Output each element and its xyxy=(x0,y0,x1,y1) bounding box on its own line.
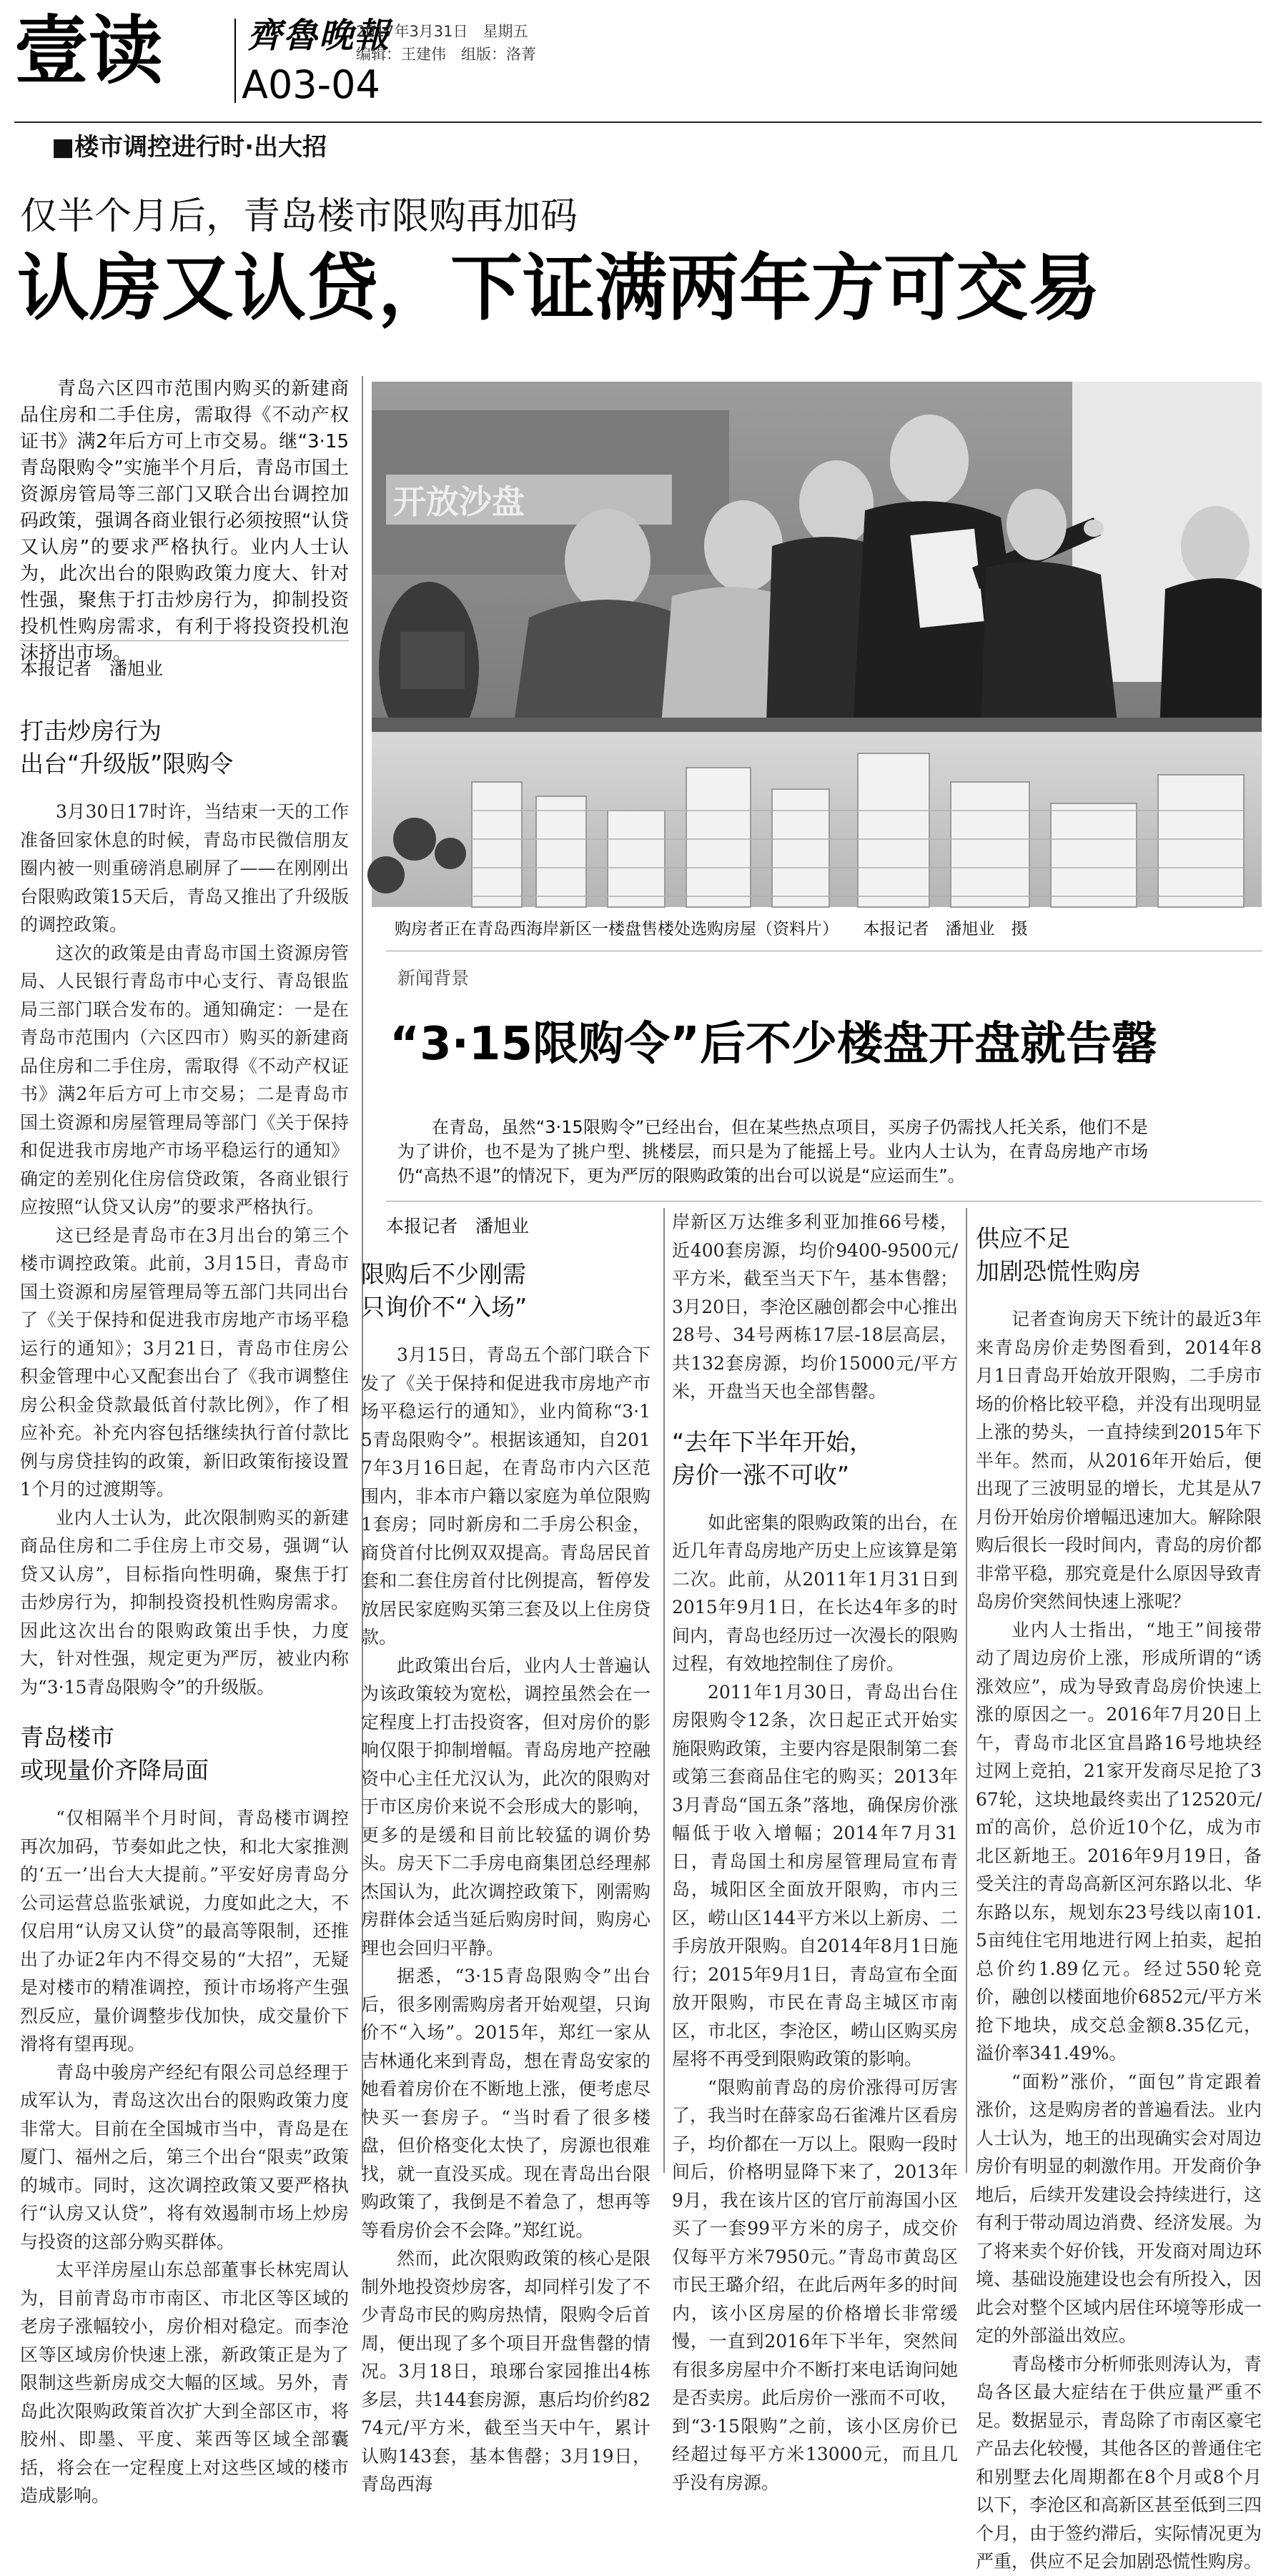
article-column-3 xyxy=(672,1208,959,2493)
left-paragraph: 这次的政策是由青岛市国土资源房管局、人民银行青岛市中心支行、青岛银监局三部门联合发布的。通知确定：一是在青岛市范围内（六区四市）购买的新建商品住房和二手住房，需取得《不动产权证书》满2年后方可上市交易；二是青岛市国土资源和房屋管理局等部门《关于保持和促进我市房地产市场平稳运行的通知》确定的差别化住房信贷政策，各商业银行应按照“认贷又认房”的要求严格执行。 xyxy=(20,942,349,1217)
headline-kicker: 仅半个月后，青岛楼市限购再加码 xyxy=(20,195,578,238)
section-title: 壹读 xyxy=(14,7,164,94)
issue-date: 2017年3月31日 星期五 xyxy=(356,23,528,40)
news-photo xyxy=(372,382,1262,907)
col3-paragraph: “限购前青岛的房价涨得可厉害了，我当时在薛家岛石雀滩片区看房子，均价都在一万以上。限购一段时间后，价格明显降下来了，2013年9月，我在该片区的官厅前海国小区买了一套99平方米的房子，成交价仅每平方米7950元。”青岛市黄岛区市民王璐介绍，在此后两年多的时间内，该小区房屋的价格增长非常缓慢，一直到2016年下半年，突然间有很多房屋中介不断打来电话询问她是否卖房。此后房价一涨而不可收，到“3·15限购”之前，该小区房价已经超过每平方米13000元，而且几乎没有房源。 xyxy=(672,2076,959,2493)
left-subhead-1: 打击炒房行为 出台“升级版”限购令 xyxy=(20,717,234,778)
col3-paragraph: 2011年1月30日，青岛出台住房限购令12条，次日起正式开始实施限购政策，主要内容是限制第二套或第三套商品住宅的购买；2013年3月青岛“国五条”落地，确保房价涨幅低于收入增幅；2014年7月31日，青岛国土和房屋管理局宣布青岛，城阳区全面放开限购，市内三区，崂山区144平方米以上新房、二手房放开限购。自2014年8月1日施行；2015年9月1日，青岛宣布全面放开限购，市民在青岛主城区市南区，市北区，李沧区，崂山区购买房屋将不再受到限购政策的影响。 xyxy=(672,1681,959,2069)
headline-main: 认房又认贷，下证满两年方可交易 xyxy=(17,246,1101,330)
photo-caption: 购房者正在青岛西海岸新区一楼盘售楼处选购房屋（资料片） 本报记者 潘旭业 摄 xyxy=(395,920,1028,938)
article-column-4 xyxy=(976,1222,1262,2572)
brand-logo: 齊魯晚報 xyxy=(247,16,391,56)
sidebar-byline: 本报记者 潘旭业 xyxy=(386,1216,530,1237)
col2-paragraph: 据悉，“3·15青岛限购令”出台后，很多刚需购房者开始观望，只询价不“入场”。2015年，郑红一家从吉林通化来到青岛，想在青岛安家的她看着房价在不断地上涨，便考虑尽快买一套房子。“当时看了很多楼盘，但价格变化太快了，房源也很难找，就一直没买成。现在青岛出台限购政策了，我倒是不着急了，想再等等看房价会不会降。”郑红说。 xyxy=(361,1966,651,2241)
lead-paragraph xyxy=(20,376,349,667)
left-paragraph: 3月30日17时许，当结束一天的工作准备回家休息的时候，青岛市民微信朋友圈内被一则重磅消息刷屏了——在刚刚出台限购政策15天后，青岛又推出了升级版的调控政策。 xyxy=(20,801,349,935)
column-divider xyxy=(663,1208,665,2173)
photo-illustration xyxy=(372,382,1262,907)
col2-subhead: 限购后不少刚需 只询价不“入场” xyxy=(361,1260,528,1321)
left-paragraph: “仅相隔半个月时间，青岛楼市调控再次加码，节奏如此之快，和北大家推测的‘五一’出台大大提前。”平安好房青岛分公司运营总监张斌说，力度如此之大，不仅启用“认房又认贷”的最高等限制，还推出了办证2年内不得交易的“大招”，无疑是对楼市的精准调控，预计市场将产生强烈反应，量价调整步伐加快，成交量价下滑将有望再现。 xyxy=(20,1808,349,2054)
sidebar-intro xyxy=(397,1115,1148,1188)
lead-byline: 本报记者 潘旭业 xyxy=(20,658,164,679)
left-paragraph: 太平洋房屋山东总部董事长林宪周认为，目前青岛市市南区、市北区等区域的老房子涨幅较小，房价相对稳定。而李沧区等区域房价快速上涨，新政策正是为了限制这些新房成交大幅的区域。另外，青岛此次限购政策首次扩大到全部区市，将胶州、即墨、平度、莱西等区域全部囊括，将会在一定程度上对这些区域的楼市造成影响。 xyxy=(20,2259,349,2506)
col4-paragraph: 业内人士指出，“地王”间接带动了周边房价上涨，形成所谓的“诱涨效应”，成为导致青岛房价快速上涨的原因之一。2016年7月20日上午，青岛市北区宜昌路16号地块经过网上竞拍，21家开发商尽足抢了367轮，这块地最终卖出了12520元/㎡的高价，总价近10个亿，成为市北区新地王。2016年9月19日，备受关注的青岛高新区河东路以北、华东路以东，规划东23号线以南101.5亩纯住宅用地进行网上拍卖，起拍总价约1.89亿元。经过550轮竞价，融创以楼面地价6852元/平方米抢下地块，成交总金额8.35亿元，溢价率341.49%。 xyxy=(976,1619,1262,2064)
col3-subhead: “去年下半年开始， 房价一涨不可收” xyxy=(672,1427,874,1489)
col2-paragraph: 3月15日，青岛五个部门联合下发了《关于保持和促进我市房地产市场平稳运行的通知》，业内简称“3·15青岛限购令”。根据该通知，自2017年3月16日起，在青岛市内六区范围内，非本市户籍以家庭为单位限购1套房；同时新房和二手房公积金，商贷首付比例双双提高。青岛居民首套和二套住房首付比例提高，暂停发放居民家庭购买第三套及以上住房贷款。 xyxy=(361,1344,651,1648)
sidebar-intro-rule xyxy=(386,1201,1262,1202)
photo-sign-text: 开放沙盘 xyxy=(393,482,525,521)
article-column-2 xyxy=(361,1258,651,2495)
col4-subhead: 供应不足 加剧恐慌性购房 xyxy=(976,1224,1141,1285)
left-paragraph: 青岛中骏房产经纪有限公司总经理于成军认为，青岛这次出台的限购政策力度非常大。目前在全国城市当中，青岛是在厦门、福州之后，第三个出台“限卖”政策的城市。同时，这次调控政策又要严格执行“认房又认贷”，将有效遏制市场上炒房与投资的这部分购买群体。 xyxy=(20,2061,349,2252)
col4-paragraph: 记者查询房天下统计的最近3年来青岛房价走势图看到，2014年8月1日青岛开始放开限购，二手房市场的价格比较平稳，并没有出现明显上涨的势头，一直持续到2015年下半年。然而，从2016年开始后，便出现了三波明显的增长，尤其是从7月份开始房价增幅迅速加大。解除限购后很长一段时间内，青岛的房价都非常平稳，那究竟是什么原因导致青岛房价突然间快速上涨呢？ xyxy=(976,1309,1262,1612)
col3-paragraph: 如此密集的限购政策的出台，在近几年青岛房地产历史上应该算是第二次。此前，从2011年1月31日到2015年9月1日，在长达4年多的时间内，青岛也经历过一次漫长的限购过程，有效地控制住了房价。 xyxy=(672,1512,959,1674)
page-code: A03-04 xyxy=(242,62,380,107)
col2-paragraph: 此政策出台后，业内人士普遍认为该政策较为宽松，调控虽然会在一定程度上打击投资客，但对房价的影响仅限于抑制增幅。青岛房地产控融资中心主任尤汉认为，此次的限购对于市区房价来说不会形成大的影响，更多的是缓和目前比较猛的调价势头。房天下二手房电商集团总经理郝杰国认为，此次调控政策下，刚需购房群体会适当延后购房时间，购房心理也会回归平静。 xyxy=(361,1655,651,1958)
col3-paragraph: 岸新区万达维多利亚加推66号楼，近400套房源，均价9400-9500元/平方米，截至当天下午，基本售罄；3月20日，李沧区融创都会中心推出28号、34号两栋17层-18层高层，共132套房源，均价15000元/平方米，开盘当天也全部售罄。 xyxy=(672,1212,959,1402)
editors-credit: 编辑：王建伟 组版：洛菁 xyxy=(356,46,536,63)
sidebar-intro-text: 在青岛，虽然“3·15限购令”已经出台，但在某些热点项目，买房子仍需找人托关系，他们不是为了讲价，也不是为了挑户型、挑楼层，而只是为了能摇上号。业内人士认为，在青岛房地产市场仍“高热不退”的情况下，更为严厉的限购政策的出台可以说是“应运而生”。 xyxy=(397,1117,1148,1186)
sidebar-tag: 新闻背景 xyxy=(397,968,470,989)
left-subhead-2: 青岛楼市 或现量价齐降局面 xyxy=(20,1723,209,1784)
col2-paragraph: 然而，此次限购政策的核心是限制外地投资炒房客，却同样引发了不少青岛市民的购房热情，限购令后首周，便出现了多个项目开盘售罄的情况。3月18日，琅琊台家园推出4栋多层，共144套房源，惠后均价约8274元/平方米，截至当天中午，累计认购143套，基本售罄；3月19日，青岛西海 xyxy=(361,2248,651,2495)
left-paragraph: 这已经是青岛市在3月出台的第三个楼市调控政策。此前，3月15日，青岛市国土资源和房屋管理局等五部门共同出台了《关于保持和促进我市房地产市场平稳运行的通知》；3月21日，青岛市住房公积金管理中心又配套出台了《我市调整住房公积金贷款最低首付款比例》，作了相应补充。补充内容包括继续执行首付款比例与房贷挂钩的政策，新旧政策衔接设置1个月的过渡期等。 xyxy=(20,1224,349,1500)
left-paragraph: 业内人士认为，此次限制购买的新建商品住房和二手住房上市交易，强调“认贷又认房”，目标指向性明确，聚焦于打击炒房行为，抑制投资投机性购房需求。因此这次出台的限购政策出手快，力度大，针对性强，规定更为严厉，被业内称为“3·15青岛限购令”的升级版。 xyxy=(20,1507,349,1698)
header-rule xyxy=(14,122,1262,123)
lead-rule xyxy=(20,640,349,641)
series-tag: ■楼市调控进行时·出大招 xyxy=(51,133,327,162)
lead-text: 青岛六区四市范围内购买的新建商品住房和二手住房，需取得《不动产权证书》满2年后方可上市交易。继“3·15青岛限购令”实施半个月后，青岛市国土资源房管局等三部门又联合出台调控加码政策，强调各商业银行必须按照“认贷又认房”的要求严格执行。业内人士认为，此次出台的限购政策力度大、针对性强，聚焦于打击炒房行为，抑制投资投机性购房需求，有利于将投资投机泡沫挤出市场。 xyxy=(20,378,349,664)
col4-paragraph: “面粉”涨价，“面包”肯定跟着涨价，这是购房者的普遍看法。业内人士认为，地王的出现确实会对周边房价有明显的刺激作用。开发商价争地后，后续开发建设会持续进行，这有利于带动周边消费、经济发展。为了将来卖个好价钱，开发商对周边环境、基础设施建设也会有所投入，因此会对整个区域内居住环境等形成一定的外部溢出效应。 xyxy=(976,2071,1262,2346)
column-divider xyxy=(966,1208,967,2173)
header-divider xyxy=(234,19,236,103)
sidebar-headline: “3·15限购令”后不少楼盘开盘就告罄 xyxy=(390,1018,1158,1071)
left-column xyxy=(20,715,349,2506)
col4-paragraph: 青岛楼市分析师张则涛认为，青岛各区最大症结在于供应量严重不足。数据显示，青岛除了市南区豪宅产品去化较慢，其他各区的普通住宅和别墅去化周期都在8个月或8个月以下，李沧区和高新区甚至低到三四个月，由于签约滞后，实际情况更为严重，供应不足会加剧恐慌性购房。 xyxy=(976,2353,1262,2572)
